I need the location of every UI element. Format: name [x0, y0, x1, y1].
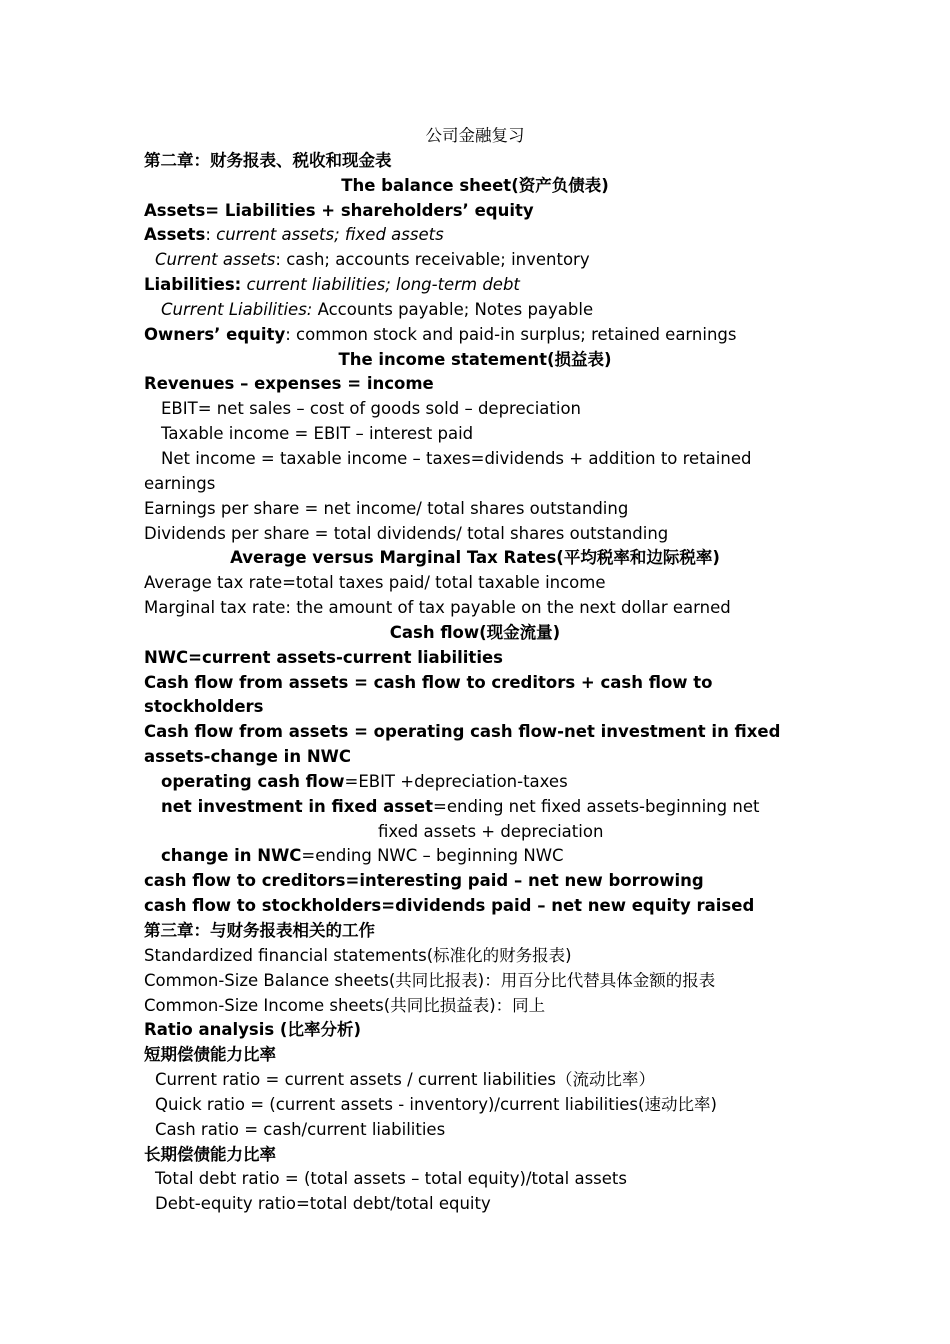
- current-ratio: Current ratio = current assets / current liabilities（流动比率）: [155, 1070, 655, 1090]
- current-liabilities-label: Current Liabilities:: [161, 299, 313, 319]
- change-nwc-line: [144, 844, 806, 869]
- average-tax-rate: Average tax rate=total taxes paid/ total taxable income: [144, 573, 606, 593]
- long-term-solvency-heading: 长期偿债能力比率: [144, 1144, 276, 1164]
- owners-equity-text: : common stock and paid-in surplus; retained earnings: [285, 324, 737, 344]
- assets-text: current assets; fixed assets: [216, 225, 444, 245]
- cffa-formula-2-line-1: Cash flow from assets = operating cash flow-net investment in fixed: [144, 722, 781, 742]
- income-statement-heading: The income statement(损益表): [338, 349, 612, 369]
- ratio-analysis-heading: Ratio analysis (比率分析): [144, 1020, 362, 1040]
- ocf-label: operating cash flow: [161, 771, 345, 791]
- balance-sheet-heading: The balance sheet(资产负债表): [341, 175, 609, 195]
- common-size-balance: Common-Size Balance sheets(共同比报表)：用百分比代替具体金额的报表: [144, 970, 716, 990]
- cf-to-stockholders: cash flow to stockholders=dividends paid – net new equity raised: [144, 896, 755, 916]
- nwc-formula: NWC=current assets-current liabilities: [144, 647, 503, 667]
- taxable-income-formula: Taxable income = EBIT – interest paid: [161, 424, 474, 444]
- current-liabilities-line: [144, 298, 806, 323]
- change-nwc-label: change in NWC: [161, 846, 302, 866]
- dps-formula: Dividends per share = total dividends/ total shares outstanding: [144, 523, 669, 543]
- current-liabilities-text: Accounts payable; Notes payable: [312, 299, 594, 319]
- ocf-text: =EBIT +depreciation-taxes: [344, 771, 568, 791]
- common-size-income: Common-Size Income sheets(共同比损益表)：同上: [144, 995, 546, 1015]
- net-income-continuation: earnings: [144, 473, 216, 493]
- cash-ratio: Cash ratio = cash/current liabilities: [155, 1119, 446, 1139]
- change-nwc-text: =ending NWC – beginning NWC: [301, 846, 564, 866]
- current-assets-line: [144, 248, 806, 273]
- current-assets-text: : cash; accounts receivable; inventory: [275, 250, 590, 270]
- quick-ratio: Quick ratio = (current assets - inventory)/current liabilities(速动比率): [155, 1094, 717, 1114]
- assets-label: Assets: [144, 225, 206, 245]
- cash-flow-heading: Cash flow(现金流量): [389, 622, 561, 642]
- marginal-tax-rate: Marginal tax rate: the amount of tax payable on the next dollar earned: [144, 598, 731, 618]
- assets-equation: Assets= Liabilities + shareholders’ equity: [144, 200, 534, 220]
- standardized-fs: Standardized financial statements(标准化的财务报表): [144, 945, 572, 965]
- revenues-equation: Revenues – expenses = income: [144, 374, 434, 394]
- owners-equity-line: [144, 323, 806, 348]
- debt-equity-ratio: Debt-equity ratio=total debt/total equity: [155, 1194, 491, 1214]
- nifa-continuation: fixed assets + depreciation: [378, 821, 604, 841]
- chapter-3-heading: 第三章：与财务报表相关的工作: [144, 921, 375, 940]
- liabilities-label: Liabilities:: [144, 275, 242, 295]
- nifa-line: [144, 795, 806, 820]
- total-debt-ratio: Total debt ratio = (total assets – total equity)/total assets: [155, 1169, 627, 1189]
- tax-rates-heading: Average versus Marginal Tax Rates(平均税率和边际税率): [230, 548, 720, 568]
- cffa-formula-1-line-2: stockholders: [144, 697, 264, 717]
- liabilities-line: [144, 273, 806, 298]
- ebit-formula: EBIT= net sales – cost of goods sold – depreciation: [161, 399, 582, 419]
- ocf-line: [144, 770, 806, 795]
- document-page: [144, 124, 806, 1217]
- assets-line: [144, 223, 806, 248]
- chapter-2-heading: 第二章：财务报表、税收和现金表: [144, 150, 392, 170]
- eps-formula: Earnings per share = net income/ total shares outstanding: [144, 498, 629, 518]
- cf-to-creditors: cash flow to creditors=interesting paid – net new borrowing: [144, 871, 704, 891]
- nifa-text: =ending net fixed assets-beginning net: [433, 796, 760, 816]
- cffa-formula-1-line-1: Cash flow from assets = cash flow to creditors + cash flow to: [144, 672, 713, 692]
- document-title: 公司金融复习: [425, 126, 525, 145]
- liabilities-text: current liabilities; long-term debt: [241, 275, 520, 295]
- assets-separator: :: [205, 225, 217, 245]
- short-term-solvency-heading: 短期偿债能力比率: [144, 1045, 276, 1065]
- nifa-label: net investment in fixed asset: [161, 796, 434, 816]
- net-income-formula: Net income = taxable income – taxes=dividends + addition to retained: [161, 448, 752, 468]
- cffa-formula-2-line-2: assets-change in NWC: [144, 747, 351, 767]
- owners-equity-label: Owners’ equity: [144, 324, 286, 344]
- current-assets-label: Current assets: [155, 250, 276, 270]
